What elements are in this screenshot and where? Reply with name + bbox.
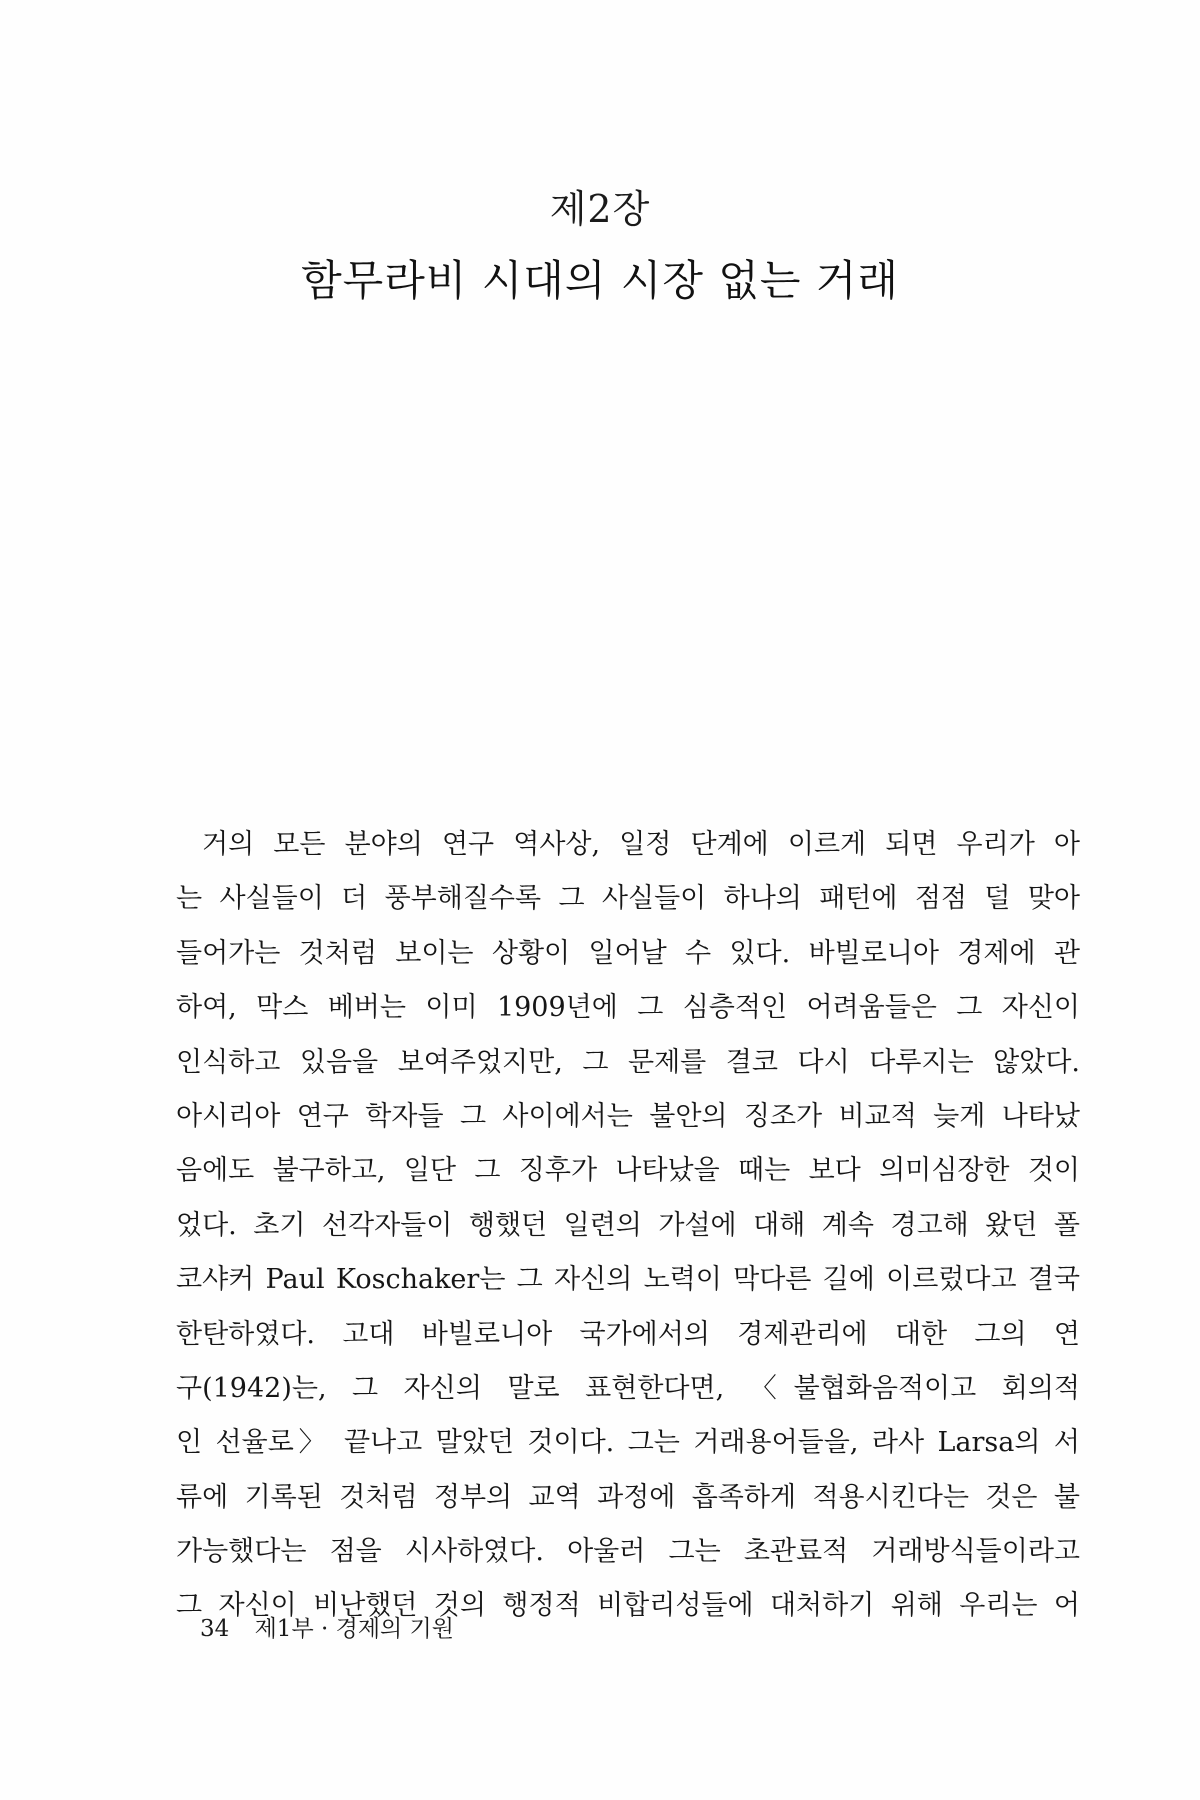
chapter-title: 함무라비 시대의 시장 없는 거래 [301,256,899,305]
body-line: 는 사실들이 더 풍부해질수록 그 사실들이 하나의 패턴에 점점 덜 맞아 [176,883,1080,915]
body-line: 류에 기록된 것처럼 정부의 교역 과정에 흡족하게 적용시킨다는 것은 불 [176,1481,1080,1513]
page-footer [200,1610,454,1643]
body-line: 었다. 초기 선각자들이 행했던 일련의 가설에 대해 계속 경고해 왔던 폴 [176,1209,1080,1241]
chapter-number: 제2장 [549,187,651,231]
body-line: 인식하고 있음을 보여주었지만, 그 문제를 결코 다시 다루지는 않았다. [176,1046,1080,1078]
body-line: 음에도 불구하고, 일단 그 징후가 나타났을 때는 보다 의미심장한 것이 [176,1155,1080,1187]
body-line: 한탄하였다. 고대 바빌로니아 국가에서의 경제관리에 대한 그의 연 [176,1318,1080,1350]
body-line: 코샤커 Paul Koschaker는 그 자신의 노력이 막다른 길에 이르렀다고 결국 [176,1264,1080,1296]
body-line: 아시리아 연구 학자들 그 사이에서는 불안의 징조가 비교적 늦게 나타났 [176,1100,1080,1132]
body-line: 하여, 막스 베버는 이미 1909년에 그 심층적인 어려움들은 그 자신이 [176,992,1080,1024]
page-number: 34 [200,1616,230,1642]
body-text [176,818,1080,1634]
body-line: 거의 모든 분야의 연구 역사상, 일정 단계에 이르게 되면 우리가 아 [202,829,1080,860]
body-line: 인 선율로〉 끝나고 말았던 것이다. 그는 거래용어들을, 라사 Larsa의 서 [176,1427,1080,1459]
running-head: 제1부 · 경제의 기원 [254,1616,454,1642]
body-line: 들어가는 것처럼 보이는 상황이 일어날 수 있다. 바빌로니아 경제에 관 [176,937,1080,969]
body-line: 가능했다는 점을 시사하였다. 아울러 그는 초관료적 거래방식들이라고 [176,1536,1080,1568]
body-line: 그 자신이 비난했던 것의 행정적 비합리성들에 대처하기 위해 우리는 어 [176,1590,1080,1622]
body-line: 구(1942)는, 그 자신의 말로 표현한다면, 〈불협화음적이고 회의적 [176,1372,1080,1404]
